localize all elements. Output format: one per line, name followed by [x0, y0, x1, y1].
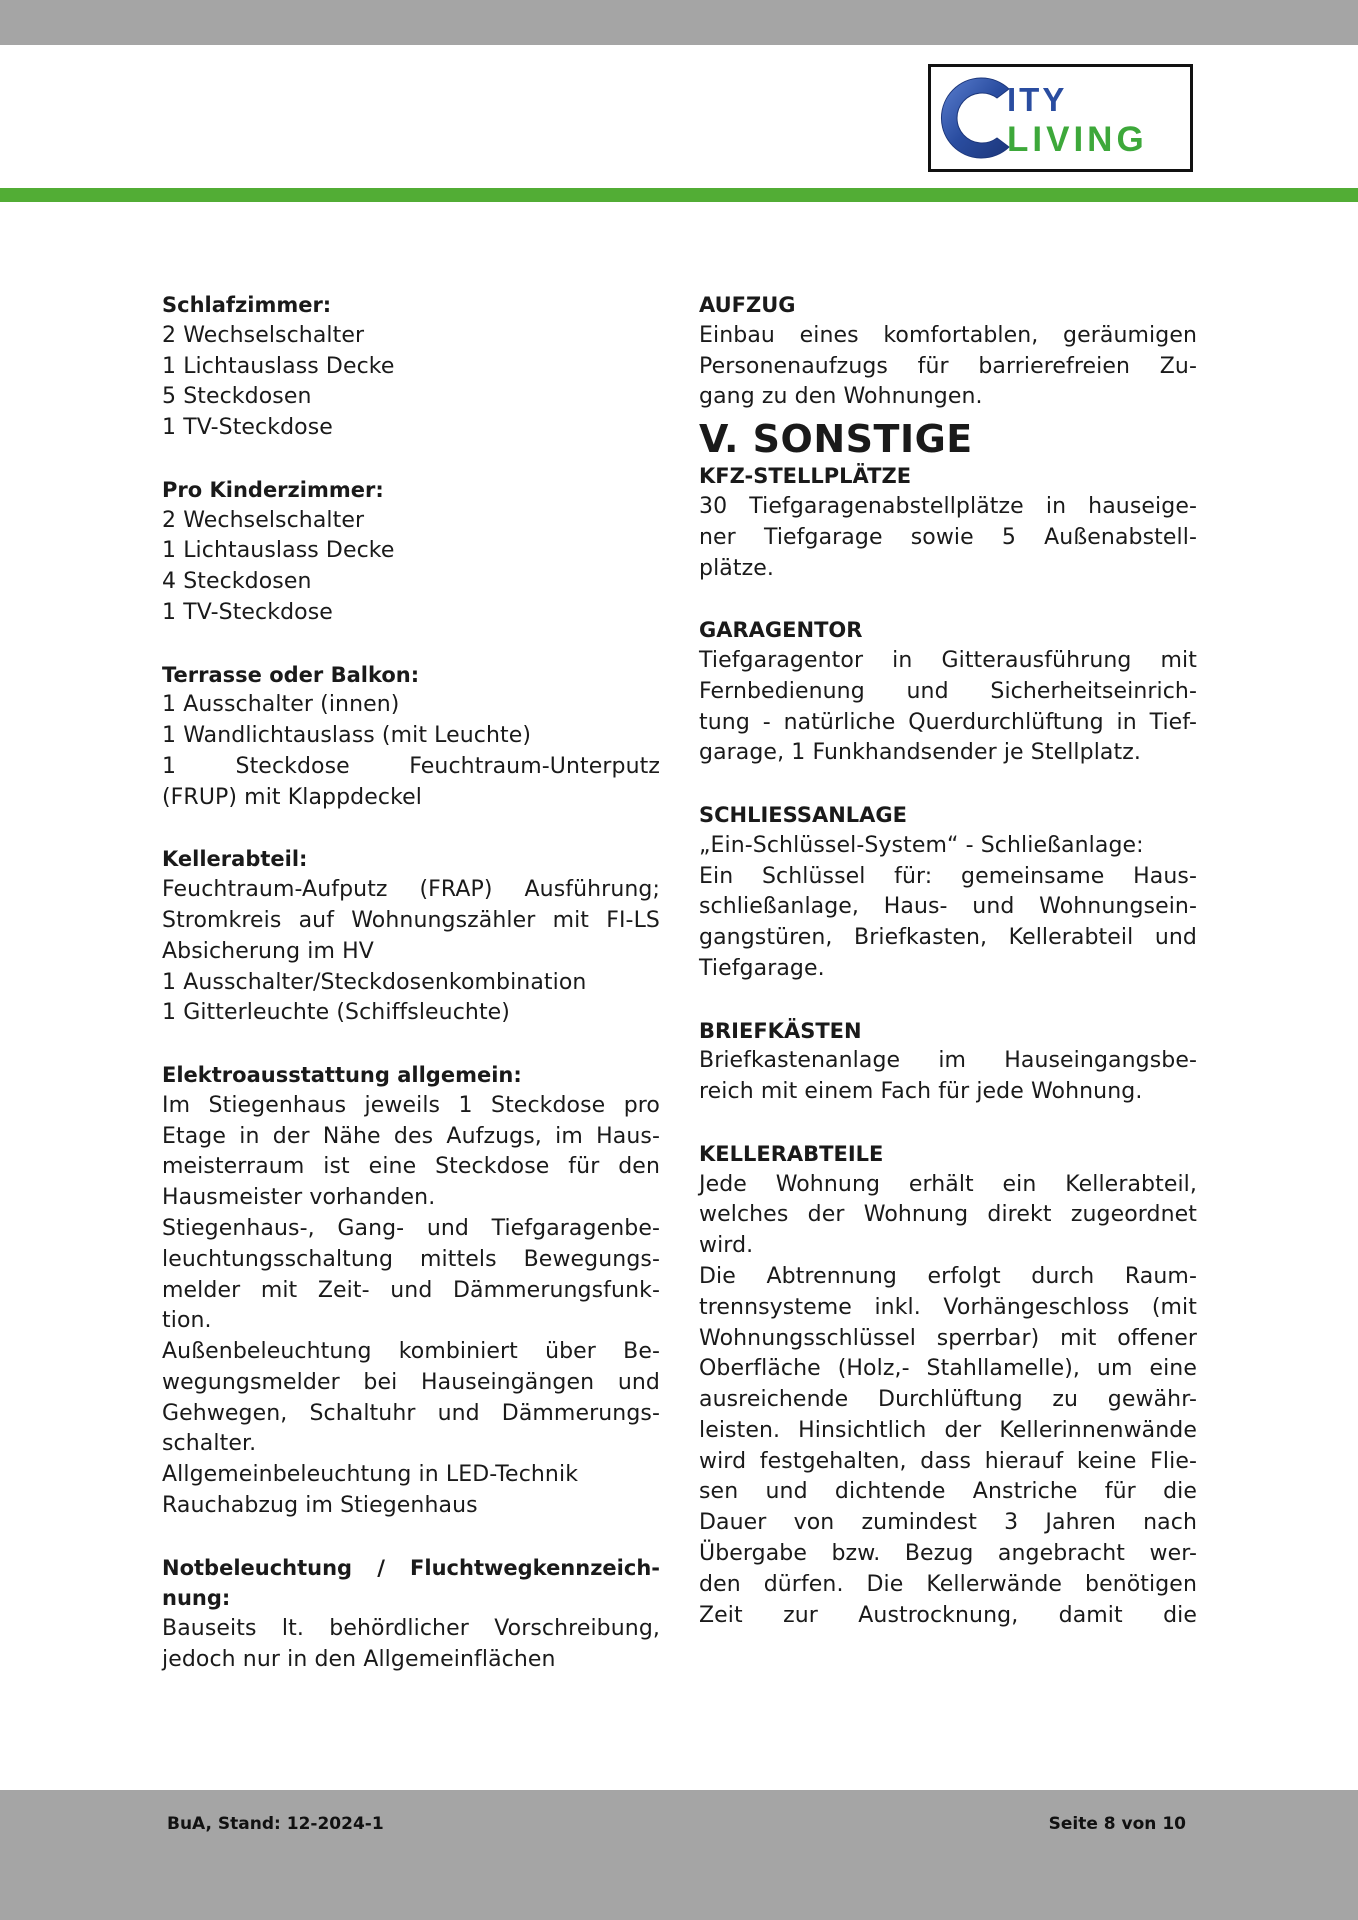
- text-line: 1 TV-Steckdose: [162, 415, 333, 441]
- text-line: trennsysteme inkl. Vorhängeschloss (mit: [699, 1294, 1197, 1320]
- text-line: Tiefgarage.: [699, 955, 825, 981]
- text-line: 1 Lichtauslass Decke: [162, 538, 395, 564]
- text-line: meisterraum ist eine Steckdose für den: [162, 1154, 660, 1180]
- section-heading: KELLERABTEILE: [699, 1141, 884, 1166]
- text-line: welches der Wohnung direkt zugeordnet: [699, 1202, 1197, 1228]
- page-number: Seite 8 von 10: [1048, 1814, 1186, 1834]
- text-line: leisten. Hinsichtlich der Kellerinnenwände: [699, 1417, 1197, 1443]
- section-elektroausstattung: [162, 1060, 660, 1522]
- text-line: Die Abtrennung erfolgt durch Raum-: [699, 1263, 1197, 1289]
- page-footer: [0, 1790, 1358, 1920]
- section-heading: Notbeleuchtung / Fluchtwegkennzeich-: [162, 1555, 660, 1580]
- text-line: Zeit zur Austrocknung, damit die: [699, 1602, 1197, 1628]
- text-line: Allgemeinbeleuchtung in LED-Technik: [162, 1462, 579, 1488]
- city-living-logo: [928, 64, 1193, 172]
- text-line: Einbau eines komfortablen, geräumigen: [699, 322, 1197, 348]
- logo-word-living: LIVING: [1007, 120, 1148, 159]
- text-line: 1 Ausschalter/Steckdosenkombination: [162, 969, 587, 995]
- text-line: Bauseits lt. behördlicher Vorschreibung,: [162, 1616, 660, 1642]
- text-line: reich mit einem Fach für jede Wohnung.: [699, 1079, 1143, 1105]
- text-line: 4 Steckdosen: [162, 569, 312, 595]
- text-line: Übergabe bzw. Bezug angebracht wer-: [699, 1541, 1197, 1567]
- chapter-title: V. SONSTIGE: [699, 417, 973, 462]
- section-kellerabteile: [699, 1139, 1197, 1632]
- right-column: [699, 290, 1197, 1631]
- text-line: Gehwegen, Schaltuhr und Dämmerungs-: [162, 1400, 660, 1426]
- section-schliessanlage: [699, 800, 1197, 985]
- text-line: 1 Lichtauslass Decke: [162, 353, 395, 379]
- section-aufzug: [699, 290, 1197, 413]
- section-schlafzimmer: [162, 290, 660, 444]
- section-garagentor: [699, 615, 1197, 769]
- section-kellerabteil: [162, 844, 660, 1029]
- logo-c-letter: [941, 78, 1009, 158]
- text-line: Wohnungsschlüssel sperrbar) mit offener: [699, 1325, 1197, 1351]
- text-line: 1 Wandlichtauslass (mit Leuchte): [162, 723, 532, 749]
- logo-graphic: [931, 67, 1190, 169]
- text-line: ausreichende Durchlüftung zu gewähr-: [699, 1387, 1197, 1413]
- section-briefkaesten: [699, 1016, 1197, 1108]
- section-heading: GARAGENTOR: [699, 618, 863, 643]
- text-line: Außenbeleuchtung kombiniert über Be-: [162, 1339, 660, 1365]
- section-heading: nung:: [162, 1586, 231, 1611]
- section-kinderzimmer: [162, 475, 660, 629]
- text-line: 2 Wechselschalter: [162, 322, 365, 348]
- text-line: Briefkastenanlage im Hauseingangsbe-: [699, 1048, 1197, 1074]
- text-line: sen und dichtende Anstriche für die: [699, 1479, 1197, 1505]
- text-line: Rauchabzug im Stiegenhaus: [162, 1493, 478, 1519]
- text-line: jedoch nur in den Allgemeinflächen: [162, 1647, 556, 1673]
- text-line: 1 Steckdose Feuchtraum-Unterputz: [162, 753, 660, 779]
- logo-word-ity: ITY: [1007, 81, 1068, 118]
- text-line: gang zu den Wohnungen.: [699, 384, 983, 410]
- text-line: garage, 1 Funkhandsender je Stellplatz.: [699, 740, 1141, 766]
- text-line: 5 Steckdosen: [162, 384, 312, 410]
- text-line: Dauer von zumindest 3 Jahren nach: [699, 1510, 1197, 1536]
- text-line: wird.: [699, 1233, 754, 1259]
- section-heading: Terrasse oder Balkon:: [162, 662, 420, 687]
- text-line: gangstüren, Briefkasten, Kellerabteil und: [699, 925, 1197, 951]
- text-line: 30 Tiefgaragenabstellplätze in hauseige-: [699, 493, 1197, 519]
- section-heading: Pro Kinderzimmer:: [162, 477, 384, 502]
- text-line: Jede Wohnung erhält ein Kellerabteil,: [699, 1171, 1197, 1197]
- section-heading: Schlafzimmer:: [162, 293, 332, 317]
- text-line: 1 Gitterleuchte (Schiffsleuchte): [162, 1000, 510, 1026]
- section-heading: KFZ-STELLPLÄTZE: [699, 464, 912, 489]
- text-line: tion.: [162, 1308, 212, 1334]
- section-heading: SCHLIESSANLAGE: [699, 802, 908, 827]
- text-line: tung - natürliche Querdurchlüftung in Tief-: [699, 709, 1197, 735]
- left-column: [162, 290, 660, 1676]
- text-line: Stiegenhaus-, Gang- und Tiefgaragenbe-: [162, 1215, 660, 1241]
- text-line: ner Tiefgarage sowie 5 Außenabstell-: [699, 524, 1197, 550]
- section-heading: AUFZUG: [699, 293, 796, 317]
- text-line: den dürfen. Die Kellerwände benötigen: [699, 1571, 1197, 1597]
- text-line: wegungsmelder bei Hauseingängen und: [162, 1369, 660, 1395]
- text-line: plätze.: [699, 555, 774, 581]
- section-terrasse: [162, 660, 660, 814]
- green-divider: [0, 188, 1358, 202]
- text-line: Hausmeister vorhanden.: [162, 1185, 436, 1211]
- text-line: wird festgehalten, dass hierauf keine Flie-: [699, 1448, 1197, 1474]
- text-line: melder mit Zeit- und Dämmerungsfunk-: [162, 1277, 660, 1303]
- text-line: 2 Wechselschalter: [162, 507, 365, 533]
- text-line: Feuchtraum-Aufputz (FRAP) Ausführung;: [162, 877, 660, 903]
- text-line: schalter.: [162, 1431, 257, 1457]
- text-line: Absicherung im HV: [162, 938, 374, 964]
- text-line: Fernbedienung und Sicherheitseinrich-: [699, 678, 1197, 704]
- section-kfz-stellplaetze: [699, 461, 1197, 584]
- section-heading: BRIEFKÄSTEN: [699, 1018, 862, 1043]
- text-line: Tiefgaragentor in Gitterausführung mit: [699, 647, 1197, 673]
- text-line: Etage in der Nähe des Aufzugs, im Haus-: [162, 1123, 660, 1149]
- text-line: Im Stiegenhaus jeweils 1 Steckdose pro: [162, 1092, 660, 1118]
- text-line: „Ein-Schlüssel-System“ - Schließanlage:: [699, 832, 1144, 858]
- text-line: Stromkreis auf Wohnungszähler mit FI-LS: [162, 907, 660, 933]
- text-line: (FRUP) mit Klappdeckel: [162, 784, 422, 810]
- document-version: BuA, Stand: 12-2024-1: [167, 1814, 384, 1834]
- text-line: 1 Ausschalter (innen): [162, 692, 400, 718]
- text-line: schließanlage, Haus- und Wohnungsein-: [699, 894, 1197, 920]
- section-heading: Kellerabteil:: [162, 847, 308, 872]
- section-notbeleuchtung: [162, 1553, 660, 1676]
- text-line: Ein Schlüssel für: gemeinsame Haus-: [699, 863, 1197, 889]
- section-heading: Elektroausstattung allgemein:: [162, 1062, 522, 1087]
- text-line: Oberfläche (Holz,- Stahllamelle), um eine: [699, 1356, 1197, 1382]
- text-line: leuchtungsschaltung mittels Bewegungs-: [162, 1246, 660, 1272]
- text-line: Personenaufzugs für barrierefreien Zu-: [699, 353, 1197, 379]
- header-band: [0, 0, 1358, 45]
- text-line: 1 TV-Steckdose: [162, 599, 333, 625]
